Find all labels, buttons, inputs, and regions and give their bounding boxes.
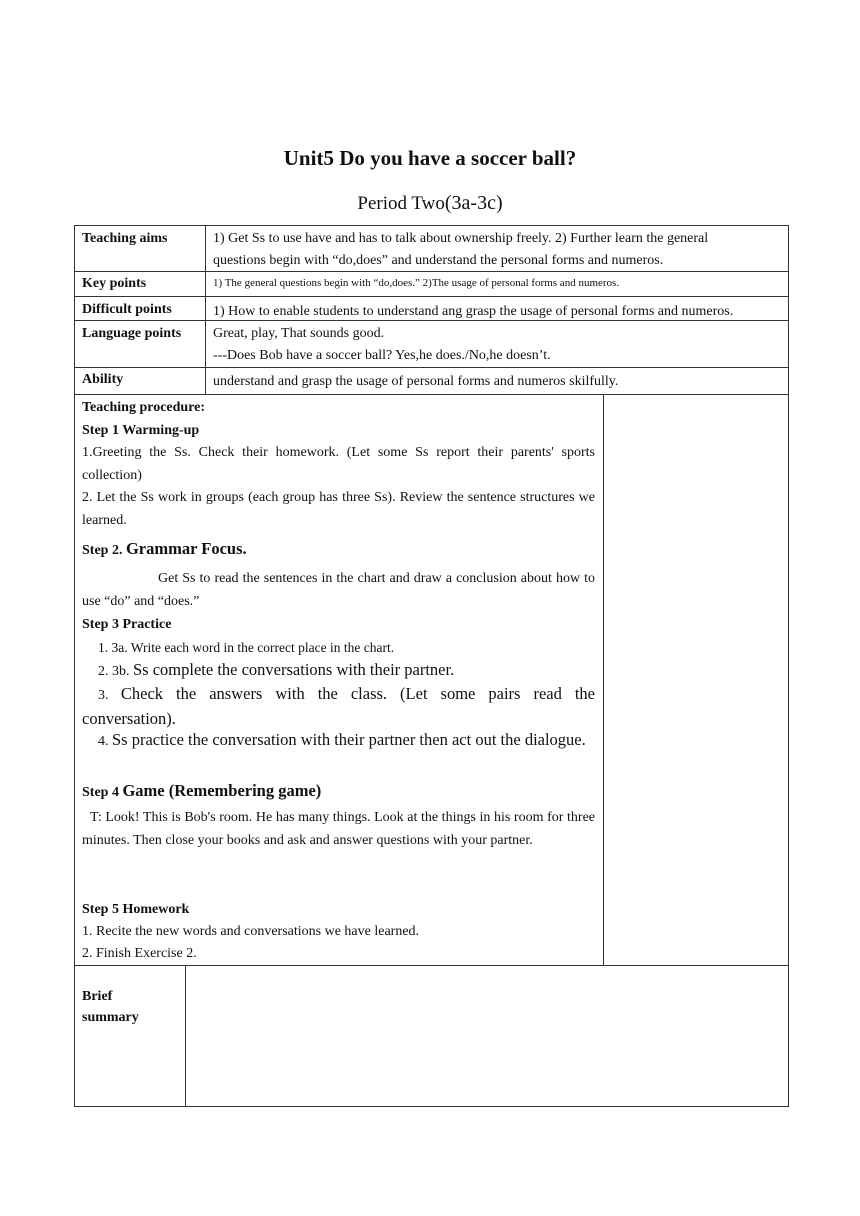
- summary-table: [74, 965, 789, 1107]
- step2-title-main: Grammar Focus.: [125, 539, 247, 558]
- step3-item1-prefix: 1. 3a.: [98, 640, 128, 655]
- key-points-content: 1) The general questions begin with “do,does.” 2)The usage of personal forms and numeros.: [213, 277, 620, 289]
- page-title: Unit5 Do you have a soccer ball?: [283, 146, 577, 170]
- step2-paragraph: Get Ss to read the sentences in the chart and draw a conclusion about how to use “do” and “does.”: [82, 571, 595, 609]
- step4-title-prefix: Step 4: [82, 785, 119, 800]
- summary-label-line2: summary: [82, 1010, 139, 1025]
- page-subtitle: [0, 192, 860, 215]
- procedure-heading: Teaching procedure:: [82, 400, 206, 415]
- step3-item4-prefix: 4.: [98, 734, 109, 749]
- step3-item2-prefix: 2. 3b.: [98, 664, 130, 679]
- step3-item4: [82, 728, 595, 753]
- subtitle-prefix: Period Two: [357, 193, 445, 214]
- step1-title: Step 1 Warming-up: [82, 423, 200, 438]
- teaching-aims-line1: 1) Get Ss to use have and has to talk about ownership freely. 2) Further learn the general: [213, 231, 709, 246]
- step1-paragraph2: 2. Let the Ss work in groups (each group has three Ss). Review the sentence structures we learned.: [82, 490, 595, 528]
- step3-item1: [82, 636, 595, 659]
- subtitle-range: (3a-3c): [444, 192, 503, 214]
- difficult-points-label: Difficult points: [82, 302, 172, 317]
- step4-title-main: Game (Remembering game): [122, 781, 322, 800]
- step3-title: Step 3 Practice: [82, 617, 172, 632]
- step5-title: Step 5 Homework: [82, 902, 190, 917]
- step5-item2: 2. Finish Exercise 2.: [82, 946, 197, 961]
- step5-item1: 1. Recite the new words and conversations we have learned.: [82, 924, 420, 939]
- language-points-line2: ---Does Bob have a soccer ball? Yes,he does./No,he doesn’t.: [213, 348, 551, 363]
- procedure-divider: [603, 394, 604, 966]
- teaching-aims-label: Teaching aims: [82, 231, 168, 246]
- row-divider: [74, 296, 789, 297]
- step3-item2-text: Ss complete the conversations with their partner.: [133, 660, 455, 679]
- key-points-label: Key points: [82, 276, 147, 291]
- step2-title-prefix: Step 2.: [82, 543, 123, 558]
- summary-label-line1: Brief: [82, 989, 113, 1004]
- ability-content: understand and grasp the usage of personal forms and numeros skilfully.: [213, 374, 619, 389]
- language-points-line1: Great, play, That sounds good.: [213, 326, 385, 341]
- summary-divider: [185, 965, 186, 1107]
- step3-item3: [82, 682, 595, 732]
- info-table-divider: [205, 225, 206, 395]
- step4-title: [82, 779, 595, 804]
- ability-label: Ability: [82, 372, 124, 387]
- step3-item2: [82, 658, 595, 683]
- step3-item3-prefix: 3.: [98, 688, 109, 703]
- step3-item1-text: Write each word in the correct place in the chart.: [130, 640, 395, 655]
- step4-paragraph: T: Look! This is Bob's room. He has many things. Look at the things in his room for three minutes. Then close your books and ask and answer questions with your partner.: [82, 810, 595, 848]
- language-points-label: Language points: [82, 326, 182, 341]
- step2-title: [82, 537, 595, 562]
- row-divider: [74, 367, 789, 368]
- difficult-points-content: 1) How to enable students to understand ang grasp the usage of personal forms and numeros.: [213, 304, 734, 319]
- teaching-aims-line2: questions begin with “do,does” and understand the personal forms and numeros.: [213, 253, 664, 268]
- step3-item3-text: Check the answers with the class. (Let some pairs read the conversation).: [82, 684, 596, 728]
- step1-paragraph1: 1.Greeting the Ss. Check their homework. (Let some Ss report their parents' sports collection): [82, 445, 595, 483]
- step3-item4-text: Ss practice the conversation with their partner then act out the dialogue.: [112, 730, 586, 749]
